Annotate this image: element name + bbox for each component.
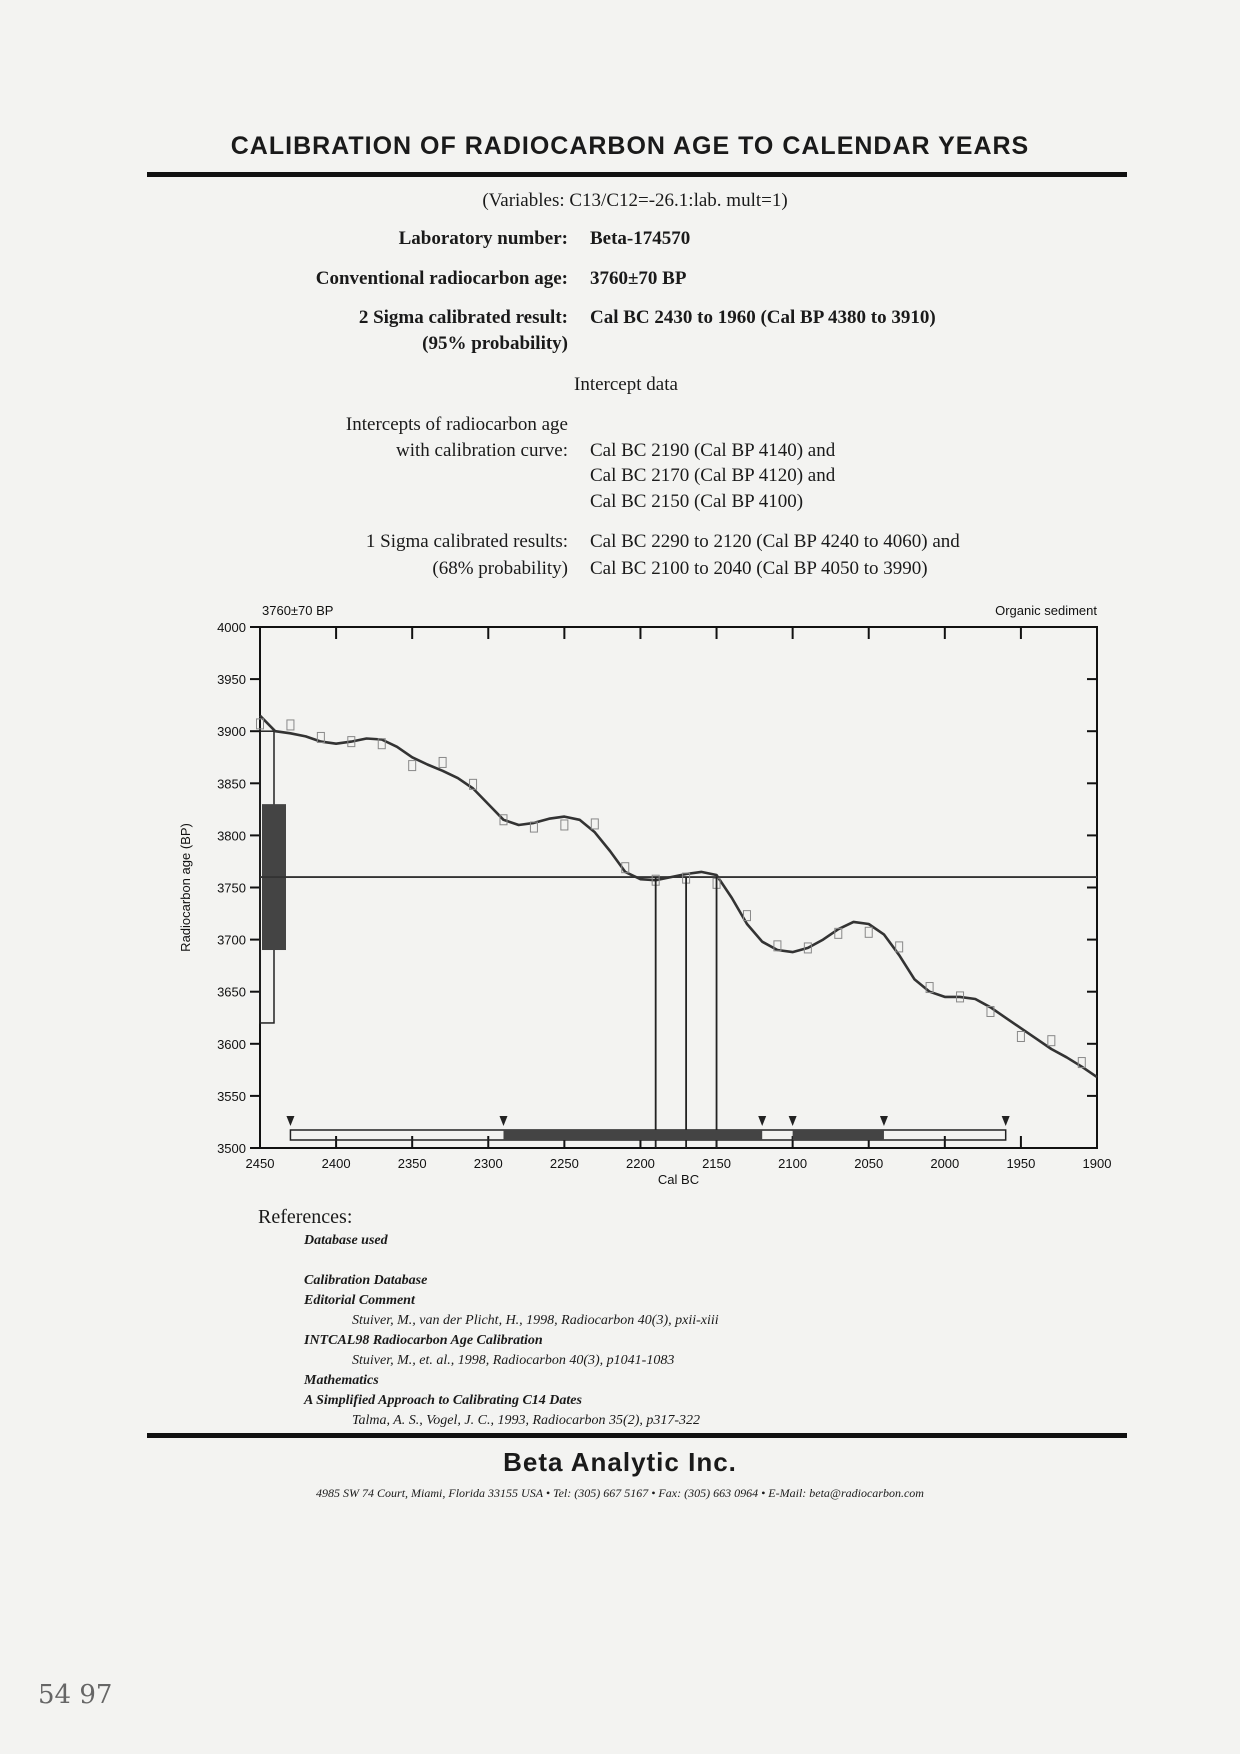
calibration-curve [260,716,1097,1078]
sigma1-range-bar [503,1130,762,1140]
curve-data-point [865,927,872,937]
x-tick-label: 2000 [930,1156,960,1171]
x-tick-label: 2350 [397,1156,427,1171]
curve-data-point [409,761,416,771]
variables-line: (Variables: C13/C12=-26.1:lab. mult=1) [482,190,788,211]
x-tick-label: 2100 [778,1156,808,1171]
two-sigma-value: Cal BC 2430 to 1960 (Cal BP 4380 to 3910) [590,307,936,328]
one-sigma-value: Cal BC 2100 to 2040 (Cal BP 4050 to 3990) [590,558,928,579]
conventional-age-value: 3760±70 BP [590,268,687,289]
y-tick-label: 3850 [217,776,246,792]
page-title: CALIBRATION OF RADIOCARBON AGE TO CALENDAR YEARS [230,132,1030,160]
x-tick-label: 2450 [245,1156,275,1171]
calibration-chart [0,590,1240,1210]
company-name: Beta Analytic Inc. [503,1447,737,1477]
y-tick-label: 3550 [217,1088,246,1104]
one-sigma-probability: (68% probability) [432,558,568,579]
lab-number-label: Laboratory number: [398,228,568,249]
y-tick-label: 3500 [217,1141,246,1156]
y-tick-label: 3700 [217,932,246,948]
y-tick-label: 3600 [217,1036,246,1052]
x-tick-label: 2400 [321,1156,351,1171]
intercept-heading: Intercept data [574,374,678,395]
two-sigma-label: 2 Sigma calibrated result: [358,307,568,328]
x-tick-label: 2200 [625,1156,655,1171]
x-tick-label: 2150 [702,1156,732,1171]
conventional-age-label: Conventional radiocarbon age: [315,268,568,289]
range-marker [880,1116,888,1126]
title-rule [147,172,1127,177]
reference-heading: Mathematics [304,1373,379,1388]
lab-number-value: Beta-174570 [590,228,691,249]
range-marker [789,1116,797,1126]
sigma1-range-bar [793,1130,884,1140]
intercepts-label-2: with calibration curve: [396,440,568,461]
range-marker [758,1116,766,1126]
references-section [258,1206,719,1433]
curve-data-point [591,819,598,829]
reference-heading: Database used [304,1233,388,1248]
reference-heading: Editorial Comment [304,1293,415,1308]
range-marker [1002,1116,1010,1126]
two-sigma-probability: (95% probability) [422,333,568,354]
y-tick-label: 3900 [217,724,246,740]
chart-title-right: Organic sediment [995,603,1097,618]
y-axis-label: Radiocarbon age (BP) [178,823,193,952]
y-tick-label: 3800 [217,828,246,844]
y-tick-label: 3650 [217,984,246,1000]
chart-title-left: 3760±70 BP [262,603,334,618]
company-address: 4985 SW 74 Court, Miami, Florida 33155 USA • Tel: (305) 667 5167 • Fax: (305) 663 0964 • E-Mail: beta@radiocarbon.com [316,1486,924,1500]
reference-citation [304,1253,719,1273]
curve-data-point [561,820,568,830]
y-tick-label: 3950 [217,672,246,688]
handwritten-note: 54 97 [38,1680,113,1710]
one-sigma-value: Cal BC 2290 to 2120 (Cal BP 4240 to 4060) and [590,531,960,552]
reference-heading: INTCAL98 Radiocarbon Age Calibration [304,1333,543,1348]
one-sigma-label: 1 Sigma calibrated results: [365,531,568,552]
curve-data-point [439,757,446,767]
x-tick-label: 2300 [473,1156,503,1171]
curve-data-point [1017,1032,1024,1042]
reference-citation: Stuiver, M., van der Plicht, H., 1998, Radiocarbon 40(3), pxii-xiii [352,1313,719,1328]
reference-citation: Talma, A. S., Vogel, J. C., 1993, Radiocarbon 35(2), p317-322 [352,1413,701,1428]
range-marker [499,1116,507,1126]
intercept-value: Cal BC 2150 (Cal BP 4100) [590,491,804,512]
x-tick-label: 2050 [854,1156,884,1171]
reference-heading: Calibration Database [304,1273,428,1288]
intercept-value: Cal BC 2170 (Cal BP 4120) and [590,465,836,486]
range-marker [286,1116,294,1126]
footer-rule [147,1433,1127,1438]
plot-frame [260,627,1097,1148]
x-tick-label: 2250 [549,1156,579,1171]
x-tick-label: 1900 [1082,1156,1112,1171]
y-tick-label: 4000 [217,620,246,635]
reference-citation: Stuiver, M., et. al., 1998, Radiocarbon 40(3), p1041-1083 [352,1353,675,1368]
x-tick-label: 1950 [1006,1156,1036,1171]
reference-heading: A Simplified Approach to Calibrating C14 Dates [304,1393,582,1408]
curve-data-point [287,720,294,730]
intercept-value: Cal BC 2190 (Cal BP 4140) and [590,440,836,461]
references-heading: References: [258,1206,353,1228]
curve-data-point [1048,1036,1055,1046]
references-list [304,1233,719,1433]
y-tick-label: 3750 [217,880,246,896]
x-axis-label: Cal BC [657,1172,700,1187]
intercepts-label: Intercepts of radiocarbon age [345,414,568,435]
